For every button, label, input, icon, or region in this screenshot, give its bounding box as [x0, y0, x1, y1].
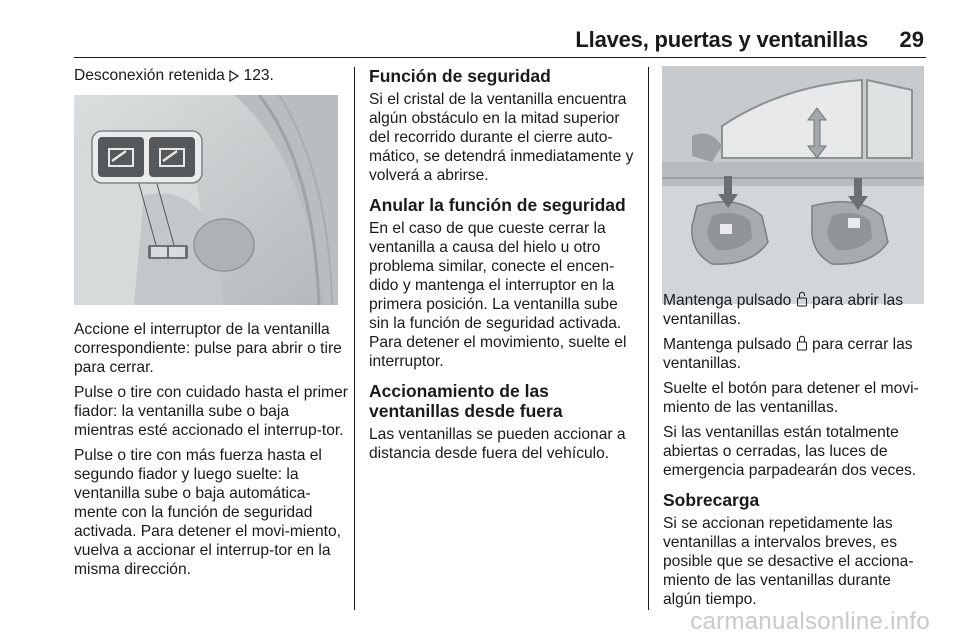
column-1-body	[74, 320, 348, 585]
heading-override-safety: Anular la función de seguridad	[369, 195, 626, 215]
text-remote-operation: Las ventanillas se pueden accionar a distancia desde fuera del vehículo.	[369, 426, 626, 462]
intro-page-ref[interactable]: 123.	[243, 67, 274, 84]
paragraph-2: Pulse o tire con cuidado hasta el primer fiador: la ventanilla sube o baja mientras esté accionado el interrup-tor.	[74, 384, 348, 439]
window-switch-illustration	[74, 95, 338, 305]
text-overload: Si se accionan repetidamente las ventanillas a intervalos breves, es posible que se desactive el acciona-miento de las ventanillas durante algún tiempo.	[663, 515, 914, 608]
padlock-open-icon	[796, 291, 808, 307]
column-1	[74, 66, 346, 91]
text-override-safety: En el caso de que cueste cerrar la ventanilla a causa del hielo u otro problema similar, conecte el encen-dido y mantenga el interruptor en la primera posición. La ventanilla sube sin la función de seguridad activada. Para detener el movimiento, suelte el interruptor.	[369, 220, 627, 370]
heading-remote-operation: Accionamiento de las ventanillas desde fuera	[369, 381, 563, 421]
page-number: 29	[899, 27, 924, 52]
intro-line	[74, 66, 346, 85]
chapter-title: Llaves, puertas y ventanillas	[575, 27, 868, 52]
car-and-keys-drawing	[662, 66, 924, 304]
paragraph-1: Accione el interruptor de la ventanilla correspondiente: pulse para abrir o tire para cerrar.	[74, 321, 342, 376]
heading-overload: Sobrecarga	[663, 490, 760, 510]
intro-text: Desconexión retenida	[74, 67, 225, 84]
release-instruction: Suelte el botón para detener el movi-miento de las ventanillas.	[663, 380, 919, 416]
door-panel-drawing	[74, 95, 338, 305]
column-divider-1	[354, 67, 355, 610]
watermark: carmanualsonline.info	[690, 608, 930, 635]
padlock-closed-icon	[796, 335, 808, 351]
remote-window-illustration	[662, 66, 924, 304]
text-safety-function: Si el cristal de la ventanilla encuentra algún obstáculo en la mitad superior del recorrido durante el cierre auto-mático, se detendrá inmediatamente y volverá a abrirse.	[369, 91, 634, 184]
hold-open-instruction: Mantenga pulsado para abrir las ventanillas.	[663, 292, 904, 328]
header-rule	[74, 57, 926, 58]
column-3-body	[663, 291, 929, 615]
hold-close-instruction: Mantenga pulsado para cerrar las ventanillas.	[663, 336, 913, 372]
hazard-lights-note: Si las ventanillas están totalmente abiertas o cerradas, las luces de emergencia parpadearán dos veces.	[663, 424, 917, 479]
paragraph-3: Pulse o tire con más fuerza hasta el segundo fiador y luego suelte: la ventanilla sube o baja automática-mente con la función de seguridad activada. Para detener el movi-miento, vuelva a accionar el interrup-tor en la misma dirección.	[74, 447, 341, 578]
column-divider-2	[648, 67, 649, 610]
heading-safety-function: Función de seguridad	[369, 66, 551, 86]
column-2	[369, 66, 641, 469]
triangle-right-icon	[229, 70, 239, 82]
